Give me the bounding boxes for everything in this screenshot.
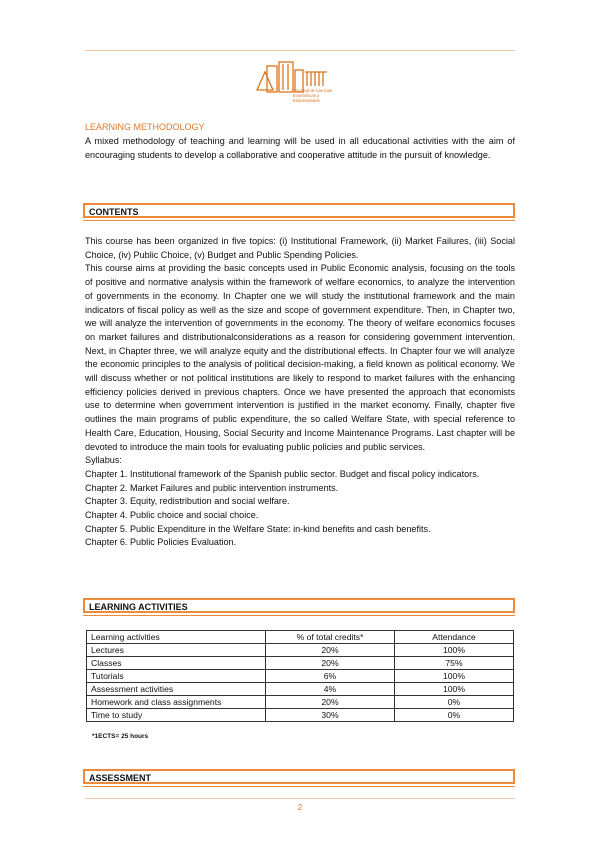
table-row	[87, 696, 514, 709]
column-header: Attendance	[395, 631, 514, 644]
activities-heading: LEARNING ACTIVITIES	[83, 598, 515, 613]
table-row	[87, 709, 514, 722]
table-cell: 100%	[395, 644, 514, 657]
contents-rule	[83, 220, 515, 221]
contents-paragraph: This course has been organized in five topics: (i) Institutional Framework, (ii) Market Failures, (iii) Social Choice, (iv) Public Choice, (v) Budget and Public Spending Policies.	[85, 236, 515, 260]
contents-heading: CONTENTS	[83, 203, 515, 218]
faculty-logo	[255, 58, 345, 114]
methodology-paragraph: A mixed methodology of teaching and learning will be used in all educational activities with the aim of encouraging students to develop a collaborative and cooperative attitude in the pursuit of knowledge.	[85, 136, 515, 160]
table-cell: Time to study	[87, 709, 266, 722]
column-header: Learning activities	[87, 631, 266, 644]
table-cell: 6%	[266, 670, 395, 683]
table-cell: 0%	[395, 696, 514, 709]
activities-rule	[83, 615, 515, 616]
table-footnote: *1ECTS= 25 hours	[92, 733, 149, 740]
table-cell: 100%	[395, 670, 514, 683]
table-row	[87, 683, 514, 696]
table-cell: Tutorials	[87, 670, 266, 683]
header-rule	[85, 50, 515, 51]
syllabus-item: Chapter 5. Public Expenditure in the Welfare State: in-kind benefits and cash benefits.	[85, 523, 431, 534]
syllabus-item: Chapter 6. Public Policies Evaluation.	[85, 537, 237, 548]
assessment-heading: ASSESSMENT	[83, 769, 515, 784]
activities-table	[86, 630, 514, 722]
table-cell: Assessment activities	[87, 683, 266, 696]
methodology-heading: LEARNING METHODOLOGY	[85, 122, 205, 132]
table-cell: 4%	[266, 683, 395, 696]
table-row	[87, 670, 514, 683]
syllabus-item: Chapter 2. Market Failures and public intervention instruments.	[85, 482, 339, 493]
syllabus-item: Chapter 1. Institutional framework of the Spanish public sector. Budget and fiscal policy indicators.	[85, 468, 480, 479]
logo-caption: Facultad de Ciencias Económicas y Empresariales	[293, 88, 333, 103]
table-cell: Homework and class assignments	[87, 696, 266, 709]
syllabus-item: Chapter 3. Equity, redistribution and social welfare.	[85, 496, 290, 507]
column-header: % of total credits*	[266, 631, 395, 644]
assessment-rule	[83, 786, 515, 787]
table-row	[87, 657, 514, 670]
table-cell: 30%	[266, 709, 395, 722]
page-number: 2	[297, 803, 303, 812]
syllabus-label: Syllabus:	[85, 455, 122, 466]
table-cell: 75%	[395, 657, 514, 670]
table-cell: Classes	[87, 657, 266, 670]
table-cell: 20%	[266, 644, 395, 657]
table-cell: 20%	[266, 657, 395, 670]
contents-paragraph: This course aims at providing the basic concepts used in Public Economic analysis, focusing on the tools of positive and normative analysis within the framework of welfare economics, to analyze the intervention of governments in the economy. In Chapter one we will study the institutional framework and the main indicators of fiscal policy as well as the size and scope of government expenditure. Then, in Chapter two, we will analyze the intervention of governments in the economy. The theory of welfare economics focuses on market failures and distributionalconsiderations as a reason for considering government intervention. Next, in Chapter three, we will analyze equity and the distributional effects. In Chapter four we will analyze the economic principles to the analysis of political decision-making, a field known as political economy. We will discuss whether or not political institutions are likely to respond to market failures with the enhancing efficiency policies derived in previous chapters. Once we have presented the approach that economists use to determine when government intervention is justified in the market economy. Finally, chapter five outlines the main programs of public expenditure, the so called Welfare State, with special reference to Health Care, Education, Housing, Social Security and Income Maintenance Programs. Last chapter will be devoted to introduce the main tools for evaluating public policies and public services.	[85, 263, 515, 452]
syllabus-item: Chapter 4. Public choice and social choice.	[85, 510, 259, 521]
table-cell: 100%	[395, 683, 514, 696]
table-cell: 20%	[266, 696, 395, 709]
table-cell: 0%	[395, 709, 514, 722]
table-row	[87, 644, 514, 657]
table-cell: Lectures	[87, 644, 266, 657]
footer-rule	[85, 798, 515, 799]
methodology-text	[85, 135, 515, 162]
table-header-row	[87, 631, 514, 644]
contents-body	[85, 235, 515, 550]
